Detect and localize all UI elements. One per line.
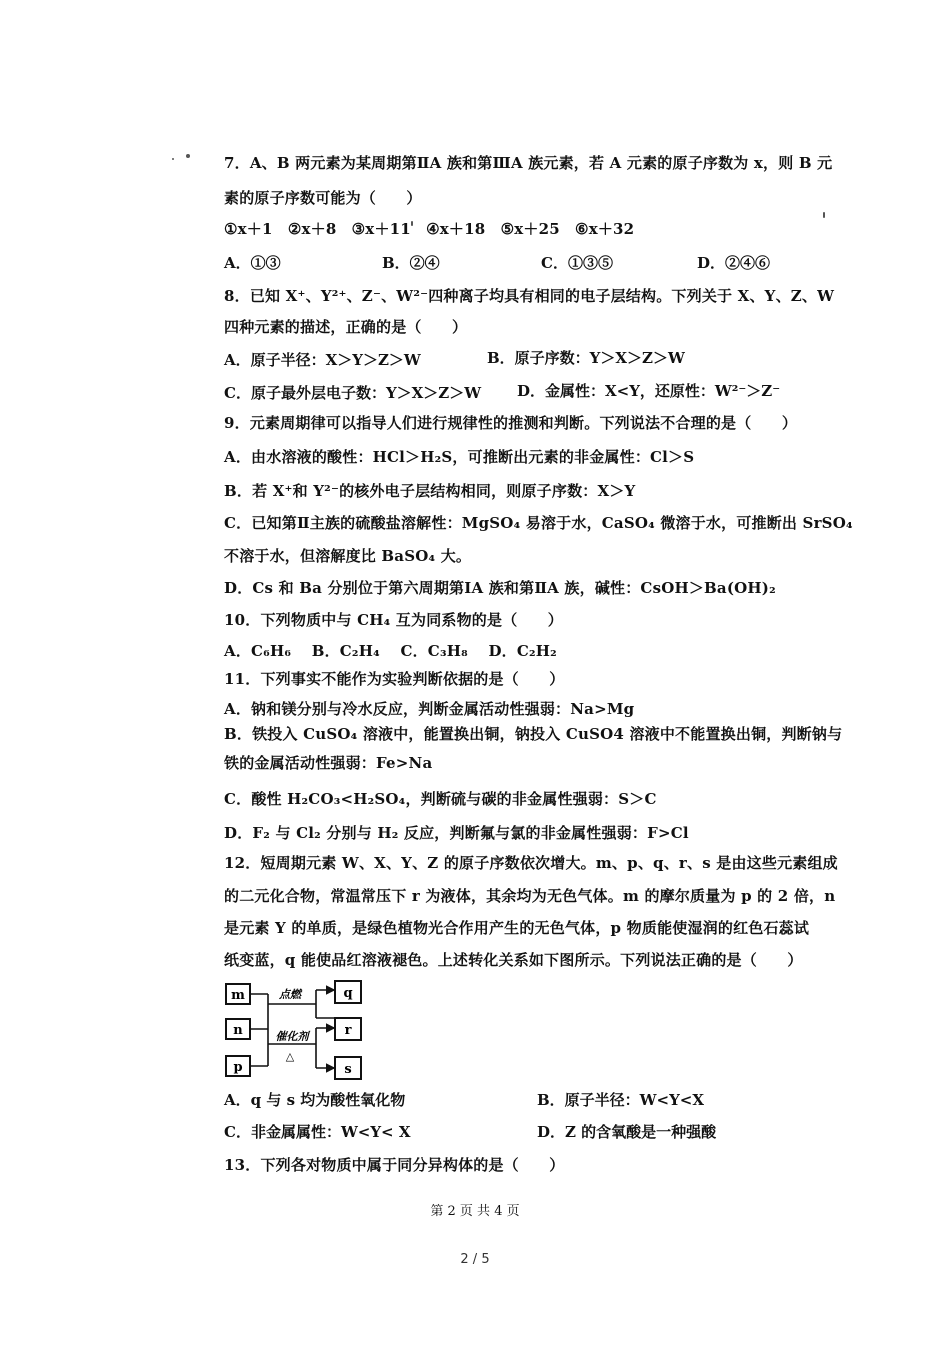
q12-option-b: B．原子半径：W<Y<X (537, 1091, 705, 1109)
q13-stem: 13．下列各对物质中属于同分异构体的是（ ） (224, 1156, 565, 1174)
q8-option-d: D．金属性：X<Y，还原性：W²⁻＞Z⁻ (517, 382, 781, 400)
q8-stem: 8．已知 X⁺、Y²⁺、Z⁻、W²⁻四种离子均具有相同的电子层结构。下列关于 X、Y、Z、W (224, 287, 835, 305)
scan-speck (186, 154, 190, 158)
cond-catalyst: 催化剂 (275, 1030, 309, 1043)
q9-option-c: C．已知第Ⅱ主族的硫酸盐溶解性：MgSO₄ 易溶于水，CaSO₄ 微溶于水，可推断出 SrSO₄ (224, 514, 853, 532)
q11-stem: 11．下列事实不能作为实验判断依据的是（ ） (224, 670, 565, 688)
label-r: r (344, 1023, 352, 1038)
q12-stem-4: 纸变蓝，q 能使品红溶液褪色。上述转化关系如下图所示。下列说法正确的是（ ） (224, 951, 803, 969)
q7-option-b: B．②④ (382, 254, 440, 272)
q11-option-c: C．酸性 H₂CO₃<H₂SO₄，判断硫与碳的非金属性强弱：S＞C (224, 790, 657, 808)
q11-option-a: A．钠和镁分别与冷水反应，判断金属活动性强弱：Na>Mg (224, 700, 635, 718)
q7-items: ①x＋1 ②x＋8 ③x＋11 ④x＋18 ⑤x＋25 ⑥x＋32 (224, 220, 635, 238)
scan-speck (172, 158, 174, 160)
q8-option-a: A．原子半径：X＞Y＞Z＞W (224, 351, 421, 369)
label-s: s (344, 1062, 352, 1077)
q9-option-d: D．Cs 和 Ba 分别位于第六周期第ⅠA 族和第ⅡA 族，碱性：CsOH＞Ba(OH)₂ (224, 579, 776, 597)
label-p: p (233, 1060, 243, 1075)
q9-stem: 9．元素周期律可以指导人们进行规律性的推测和判断。下列说法不合理的是（ ） (224, 414, 798, 432)
q11-option-b-cont: 铁的金属活动性强弱：Fe>Na (224, 754, 433, 772)
q10-stem: 10．下列物质中与 CH₄ 互为同系物的是（ ） (224, 611, 564, 629)
q11-option-b: B．铁投入 CuSO₄ 溶液中，能置换出铜，钠投入 CuSO4 溶液中不能置换出铜，判断钠与 (224, 725, 843, 743)
q7-stem: 7．A、B 两元素为某周期第ⅡA 族和第ⅢA 族元素，若 A 元素的原子序数为 x，则 B 元 (224, 154, 833, 172)
label-n: n (233, 1023, 243, 1038)
q12-option-c: C．非金属属性：W<Y< X (224, 1123, 411, 1141)
q12-option-a: A．q 与 s 均为酸性氧化物 (224, 1091, 406, 1109)
cond-ignite: 点燃 (279, 988, 301, 1001)
q9-option-c-cont: 不溶于水，但溶解度比 BaSO₄ 大。 (224, 547, 472, 565)
label-q: q (343, 986, 353, 1001)
q12-stem: 12．短周期元素 W、X、Y、Z 的原子序数依次增大。m、p、q、r、s 是由这些元素组成 (224, 854, 838, 872)
q8-option-c: C．原子最外层电子数：Y＞X＞Z＞W (224, 384, 482, 402)
q12-stem-3: 是元素 Y 的单质，是绿色植物光合作用产生的无色气体，p 物质能使湿润的红色石蕊试 (224, 919, 810, 937)
q8-option-b: B．原子序数：Y＞X＞Z＞W (487, 349, 685, 367)
cond-heat: △ (285, 1050, 295, 1063)
q11-option-d: D．F₂ 与 Cl₂ 分别与 H₂ 反应，判断氟与氯的非金属性强弱：F>Cl (224, 824, 689, 842)
page-footer: 第 2 页 共 4 页 (430, 1204, 520, 1219)
q9-option-a: A．由水溶液的酸性：HCl＞H₂S，可推断出元素的非金属性：Cl＞S (224, 448, 695, 466)
reaction-diagram (220, 978, 370, 1084)
q7-stem-cont: 素的原子序数可能为（ ） (224, 189, 422, 207)
q12-option-d: D．Z 的含氧酸是一种强酸 (537, 1123, 717, 1141)
q8-stem-cont: 四种元素的描述，正确的是（ ） (224, 318, 468, 336)
q7-option-c: C．①③⑤ (541, 254, 613, 272)
q7-option-d: D．②④⑥ (697, 254, 771, 272)
scan-speck (823, 212, 825, 218)
q9-option-b: B．若 X⁺和 Y²⁻的核外电子层结构相同，则原子序数：X＞Y (224, 482, 636, 500)
label-m: m (231, 988, 245, 1003)
viewer-page-counter: 2 / 5 (460, 1252, 490, 1267)
q10-options: A．C₆H₆ B．C₂H₄ C．C₃H₈ D．C₂H₂ (224, 642, 557, 660)
q12-stem-2: 的二元化合物，常温常压下 r 为液体，其余均为无色气体。m 的摩尔质量为 p 的 2 倍，n (224, 887, 836, 905)
q7-option-a: A．①③ (224, 254, 281, 272)
